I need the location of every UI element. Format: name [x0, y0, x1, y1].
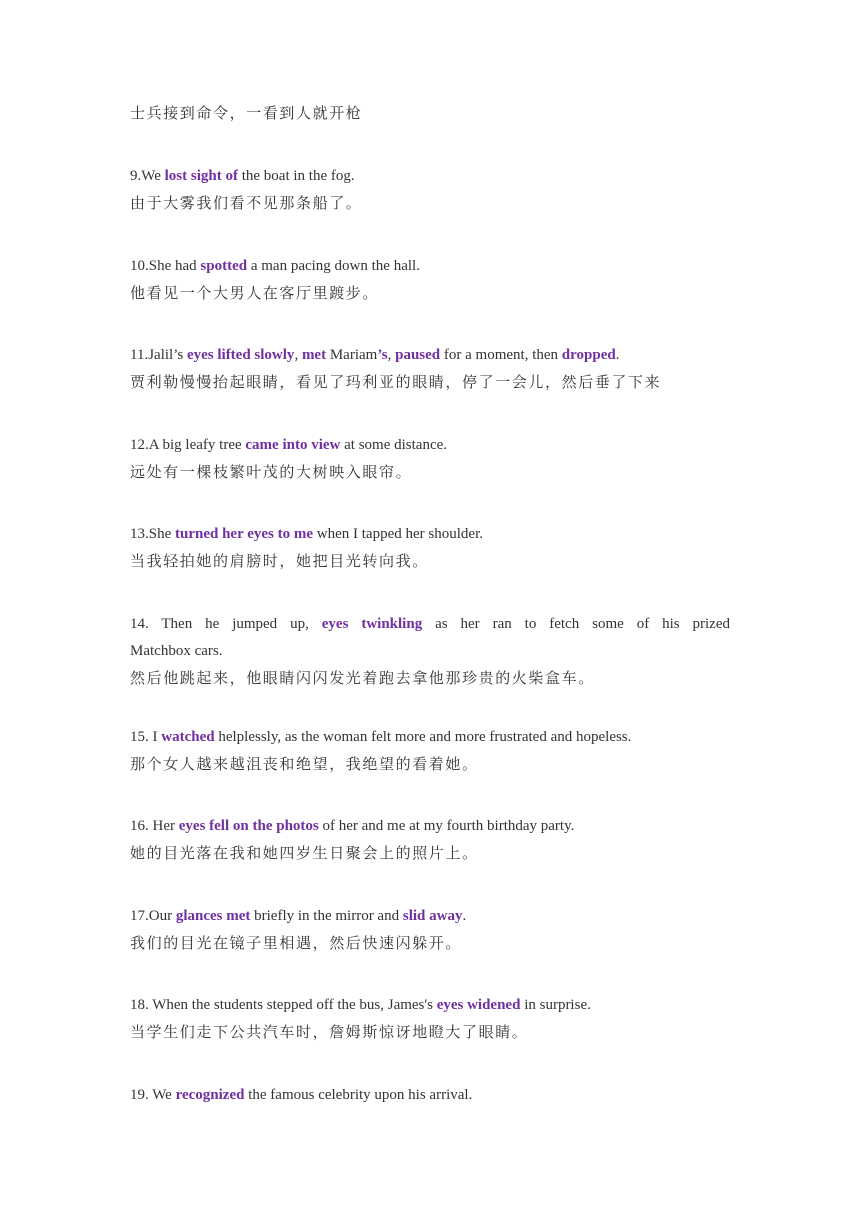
highlight-phrase: lost sight of — [164, 168, 238, 184]
text-segment: 19. We — [130, 1087, 176, 1103]
sentence-en-19 — [130, 1085, 730, 1105]
translation-zh-16: 她的目光落在我和她四岁生日聚会上的照片上。 — [130, 846, 479, 862]
text-segment: as her ran to fetch some of his prized — [422, 616, 731, 632]
highlight-phrase: eyes twinkling — [321, 616, 423, 632]
highlight-phrase: glances met — [175, 908, 251, 924]
highlight-phrase: eyes fell on the photos — [178, 818, 319, 834]
sentence-en-14-continued: Matchbox cars. — [130, 643, 223, 659]
text-segment: , — [294, 347, 302, 363]
text-segment: 18. When the students stepped off the bus, James's — [130, 997, 437, 1013]
text-segment: the boat in the fog. — [237, 168, 355, 184]
text-segment: 17.Our — [130, 908, 176, 924]
sentence-en-13 — [130, 524, 730, 544]
text-segment: at some distance. — [340, 437, 448, 453]
sentence-en-11 — [130, 345, 730, 365]
highlight-phrase: slid away — [402, 908, 463, 924]
sentence-en-10 — [130, 256, 730, 276]
text-segment: helplessly, as the woman felt more and more frustrated and hopeless. — [214, 729, 632, 745]
text-segment: 12.A big leafy tree — [130, 437, 246, 453]
text-segment: briefly in the mirror and — [250, 908, 403, 924]
text-segment: . — [615, 347, 620, 363]
highlight-phrase: watched — [161, 729, 215, 745]
highlight-phrase: dropped — [561, 347, 616, 363]
text-segment: 14. Then he jumped up, — [130, 616, 322, 632]
text-segment: a man pacing down the hall. — [247, 258, 420, 274]
sentence-en-12 — [130, 435, 730, 455]
text-segment: 15. I — [130, 729, 162, 745]
text-segment: for a moment, then — [440, 347, 562, 363]
sentence-en-16 — [130, 816, 730, 836]
sentence-en-15 — [130, 727, 730, 747]
text-segment: 9.We — [130, 168, 165, 184]
text-segment: Mariam — [326, 347, 378, 363]
text-segment: in surprise. — [520, 997, 591, 1013]
text-segment: . — [462, 908, 467, 924]
highlight-phrase: ’s — [377, 347, 388, 363]
translation-zh-17: 我们的目光在镜子里相遇，然后快速闪躲开。 — [130, 936, 463, 952]
highlight-phrase: spotted — [200, 258, 248, 274]
sentence-en-9 — [130, 166, 730, 186]
top-line: 士兵接到命令，一看到人就开枪 — [130, 106, 363, 122]
translation-zh-15: 那个女人越来越沮丧和绝望，我绝望的看着她。 — [130, 757, 479, 773]
highlight-phrase: came into view — [245, 437, 341, 453]
text-segment: 11.Jalil’s — [130, 347, 187, 363]
highlight-phrase: recognized — [175, 1087, 245, 1103]
translation-zh-11: 贾利勒慢慢抬起眼睛，看见了玛利亚的眼睛，停了一会儿，然后垂了下来 — [130, 375, 662, 391]
text-segment: when I tapped her shoulder. — [313, 526, 483, 542]
highlight-phrase: eyes widened — [436, 997, 521, 1013]
highlight-phrase: turned her eyes to me — [175, 526, 314, 542]
highlight-phrase: eyes lifted slowly — [186, 347, 295, 363]
text-segment: of her and me at my fourth birthday party. — [318, 818, 575, 834]
translation-zh-12: 远处有一棵枝繁叶茂的大树映入眼帘。 — [130, 465, 413, 481]
sentence-en-17 — [130, 906, 730, 926]
highlight-phrase: paused — [395, 347, 441, 363]
translation-zh-10: 他看见一个大男人在客厅里踱步。 — [130, 286, 380, 302]
translation-zh-18: 当学生们走下公共汽车时，詹姆斯惊讶地瞪大了眼睛。 — [130, 1025, 529, 1041]
text-segment: 13.She — [130, 526, 175, 542]
translation-zh-14: 然后他跳起来，他眼睛闪闪发光着跑去拿他那珍贵的火柴盒车。 — [130, 671, 595, 687]
sentence-en-18 — [130, 995, 730, 1015]
text-segment: the famous celebrity upon his arrival. — [244, 1087, 473, 1103]
translation-zh-13: 当我轻拍她的肩膀时，她把目光转向我。 — [130, 554, 429, 570]
translation-zh-9: 由于大雾我们看不见那条船了。 — [130, 196, 363, 212]
highlight-phrase: met — [301, 347, 327, 363]
text-segment: , — [387, 347, 396, 363]
text-segment: 10.She had — [130, 258, 201, 274]
sentence-en-14 — [130, 614, 730, 634]
text-segment: 16. Her — [130, 818, 179, 834]
